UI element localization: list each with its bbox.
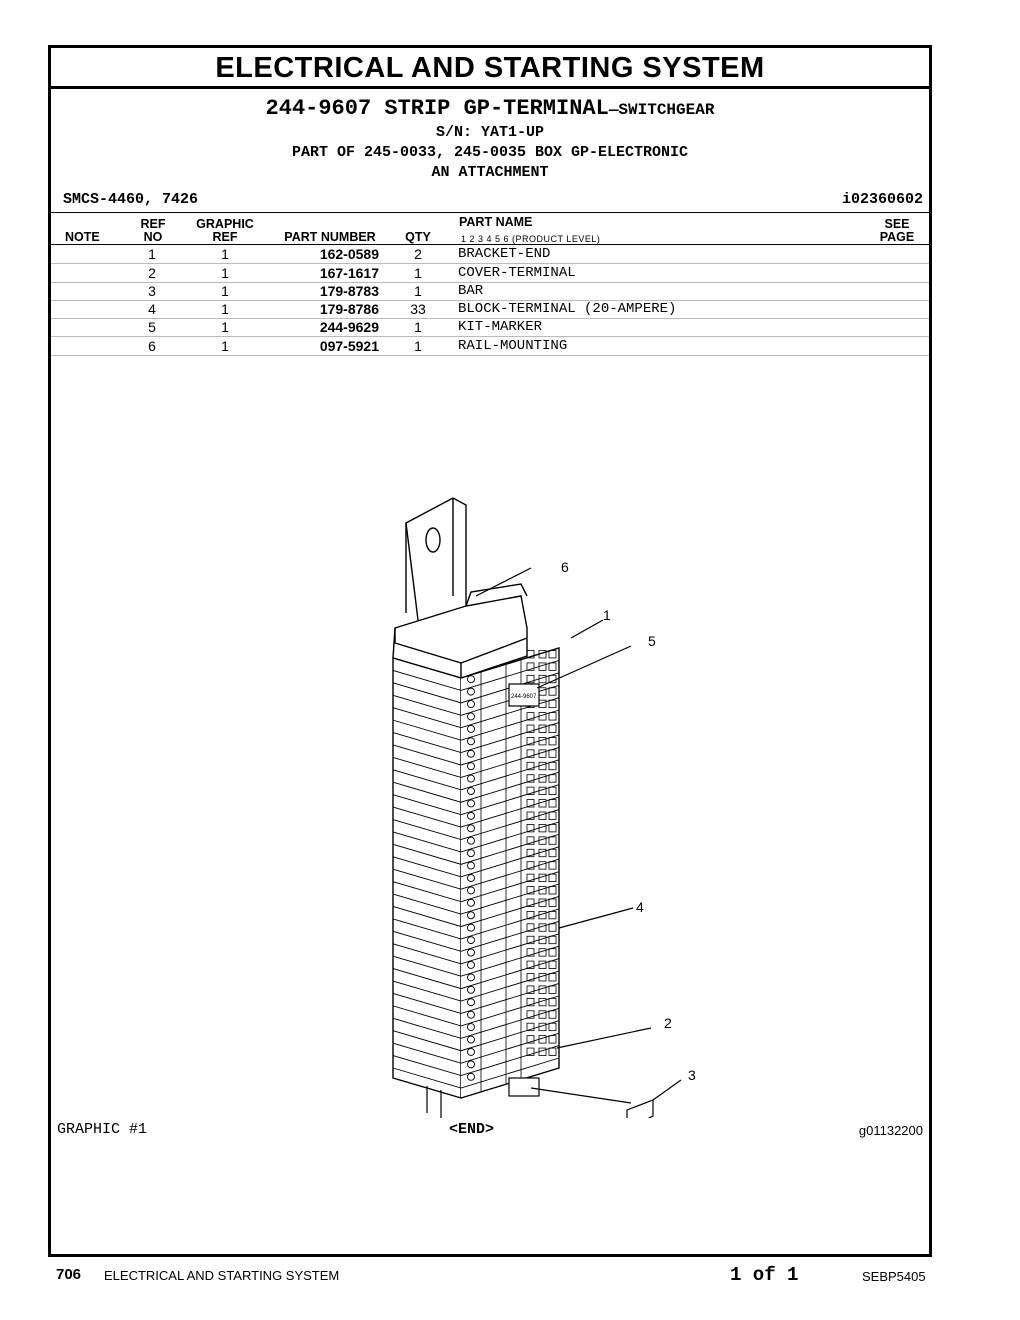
graphic-id: g01132200 <box>858 1123 923 1138</box>
smcs-code: SMCS-4460, 7426 <box>63 191 199 208</box>
attachment-label: AN ATTACHMENT <box>431 164 549 181</box>
footer-section: ELECTRICAL AND STARTING SYSTEM <box>104 1268 340 1283</box>
col-part-name: PART NAME <box>459 215 533 229</box>
col-graphic-top: GRAPHIC <box>196 217 254 231</box>
callout-6: 6 <box>561 559 569 575</box>
graphic-ref: 1 <box>221 319 229 335</box>
col-ref-top: REF <box>140 217 166 231</box>
table-row <box>51 318 929 337</box>
graphic-ref: 1 <box>221 301 229 317</box>
callout-5: 5 <box>648 633 656 649</box>
callout-1: 1 <box>603 607 611 623</box>
ref-no: 4 <box>148 301 156 317</box>
table-row <box>51 264 929 283</box>
col-part-number: PART NUMBER <box>284 230 376 244</box>
end-marker: <END> <box>449 1121 495 1138</box>
document-id: SEBP5405 <box>862 1269 926 1284</box>
part-number: 179-8786 <box>319 301 379 317</box>
callout-3: 3 <box>688 1067 696 1083</box>
header-divider <box>51 212 929 213</box>
qty: 2 <box>414 246 422 262</box>
page-frame <box>48 45 932 1257</box>
section-banner: ELECTRICAL AND STARTING SYSTEM <box>51 48 929 89</box>
col-graphic-bottom: REF <box>212 230 238 244</box>
table-row <box>51 337 929 356</box>
part-name: BLOCK-TERMINAL (20-AMPERE) <box>458 301 677 317</box>
callout-2: 2 <box>664 1015 672 1031</box>
callout-4: 4 <box>636 899 644 915</box>
terminal-strip-illustration <box>381 488 711 1118</box>
serial-number: S/N: YAT1-UP <box>435 124 545 141</box>
ref-no: 2 <box>148 265 156 281</box>
col-note: NOTE <box>65 230 100 244</box>
part-name: COVER-TERMINAL <box>458 265 576 281</box>
marker-plate-label: 244-9607 <box>511 694 537 700</box>
part-title-main: 244-9607 STRIP GP-TERMINAL <box>265 96 609 121</box>
graphic-ref: 1 <box>221 338 229 354</box>
qty: 1 <box>414 319 422 335</box>
part-number: 244-9629 <box>319 319 379 335</box>
part-name: RAIL-MOUNTING <box>458 338 568 354</box>
part-name: BAR <box>458 283 484 299</box>
table-row <box>51 282 929 301</box>
qty: 33 <box>410 301 426 317</box>
part-number: 179-8783 <box>319 283 379 299</box>
col-see-top: SEE <box>884 217 910 231</box>
page-number: 706 <box>56 1266 82 1283</box>
col-see-bottom: PAGE <box>879 230 915 244</box>
graphic-ref: 1 <box>221 283 229 299</box>
part-of: PART OF 245-0033, 245-0035 BOX GP-ELECTRONIC <box>291 144 689 161</box>
part-number: 167-1617 <box>319 265 379 281</box>
ref-no: 5 <box>148 319 156 335</box>
graphic-ref: 1 <box>221 246 229 262</box>
qty: 1 <box>414 338 422 354</box>
part-name: KIT-MARKER <box>458 319 543 335</box>
part-number: 162-0589 <box>319 246 379 262</box>
ref-no: 1 <box>148 246 156 262</box>
col-qty: QTY <box>405 230 431 244</box>
product-levels: 1 2 3 4 5 6 (PRODUCT LEVEL) <box>461 234 601 244</box>
graphic-ref: 1 <box>221 265 229 281</box>
ref-no: 6 <box>148 338 156 354</box>
page-of: 1 of 1 <box>730 1264 799 1286</box>
col-ref-bottom: NO <box>143 230 163 244</box>
qty: 1 <box>414 265 422 281</box>
part-name: BRACKET-END <box>458 246 551 262</box>
table-row <box>51 300 929 319</box>
part-number: 097-5921 <box>319 338 379 354</box>
qty: 1 <box>414 283 422 299</box>
graphic-label: GRAPHIC #1 <box>57 1121 148 1138</box>
table-row <box>51 245 929 264</box>
part-title <box>51 96 929 121</box>
illustration-id: i02360602 <box>841 191 923 208</box>
ref-no: 3 <box>148 283 156 299</box>
part-title-suffix: —SWITCHGEAR <box>608 101 715 119</box>
